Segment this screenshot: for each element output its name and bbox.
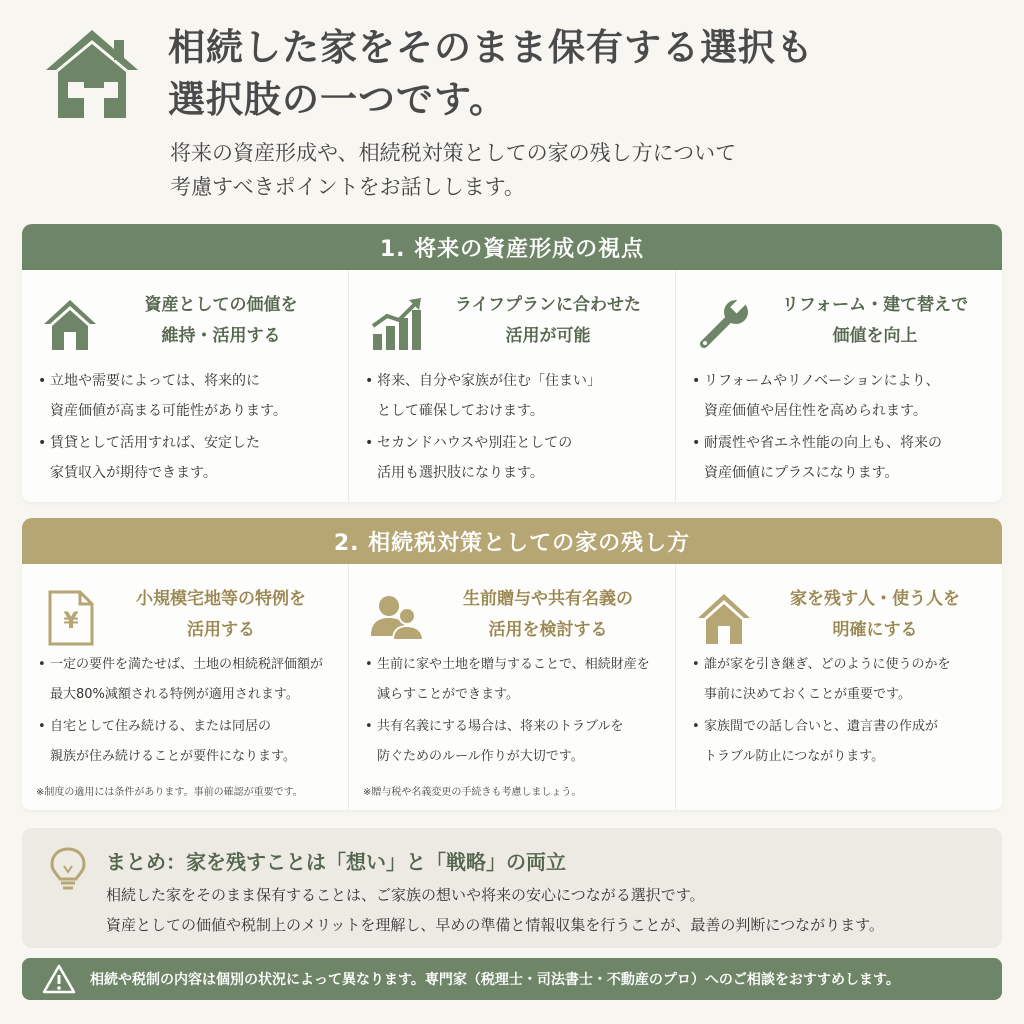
bullet-list [38,366,338,490]
disclaimer-text: 相続や税制の内容は個別の状況によって異なります。専門家（税理士・司法書士・不動産のプロ）へのご相談をおすすめします。 [90,972,900,988]
summary-title: まとめ：家を残すことは「想い」と「戦略」の両立 [106,850,566,874]
summary-text: 相続した家をそのまま保有することは、ご家族の想いや将来の安心につながる選択です。 資産としての価値や税制上のメリットを理解し、早めの準備と情報収集を行うことが、最善の判断につながります。 [106,886,884,934]
page-subtitle [170,136,736,204]
card-note: ※贈与税や名義変更の手続きも考慮しましょう。 [363,787,582,798]
list-item: • 自宅として住み続ける、または同居の 親族が住み続けることが要件になります。 [38,712,338,772]
card-renovation [676,270,1002,502]
summary-box [22,828,1002,948]
yen-document-icon [42,590,98,646]
lightbulb-icon [48,846,88,892]
house-icon [696,590,752,646]
disclaimer-bar [22,958,1002,1000]
list-item: • 賃貸として活用すれば、安定した 家賃収入が期待できます。 [38,428,338,488]
people-icon [369,590,425,646]
card-clarify-heirs [676,564,1002,810]
subtitle-line-2: 考慮すべきポイントをお話しします。 [170,175,525,199]
card-gift-shared-ownership [349,564,676,810]
page-title [168,22,814,126]
card-small-land-exception [22,564,349,810]
house-icon [42,26,142,121]
card-life-plan [349,270,676,502]
card-title: 生前贈与や共有名義の 活用を検討する [463,589,633,640]
list-item: • 共有名義にする場合は、将来のトラブルを 防ぐためのルール作りが大切です。 [365,712,665,772]
section-heading: 1. 将来の資産形成の視点 [22,224,1002,270]
list-item: • セカンドハウスや別荘としての 活用も選択肢になります。 [365,428,665,488]
list-item: • 生前に家や土地を贈与することで、相続財産を 減らすことができます。 [365,650,665,710]
card-note: ※制度の適用には条件があります。事前の確認が重要です。 [36,787,303,798]
section-inheritance-tax [22,518,1002,810]
list-item: • リフォームやリノベーションにより、 資産価値や居住性を高められます。 [692,366,992,426]
bullet-list [365,366,665,490]
title-line-1: 相続した家をそのまま保有する選択も [168,26,814,69]
growth-chart-icon [369,296,425,352]
section-asset-formation [22,224,1002,502]
bullet-list [365,650,665,774]
card-title: リフォーム・建て替えで 価値を向上 [781,295,969,346]
card-title: 小規模宅地等の特例を 活用する [136,589,306,640]
warning-icon [42,964,76,994]
card-title: ライフプランに合わせた 活用が可能 [455,295,641,346]
list-item: • 一定の要件を満たせば、土地の相続税評価額が 最大80%減額される特例が適用されます。 [38,650,338,710]
svg-text:¥: ¥ [63,609,79,634]
bullet-list [692,366,992,490]
header [40,22,1000,212]
bullet-list [692,650,992,774]
list-item: • 立地や需要によっては、将来的に 資産価値が高まる可能性があります。 [38,366,338,426]
title-line-2: 選択肢の一つです。 [168,78,508,121]
list-item: • 耐震性や省エネ性能の向上も、将来の 資産価値にプラスになります。 [692,428,992,488]
bullet-list [38,650,338,774]
wrench-icon [696,296,752,352]
card-title: 家を残す人・使う人を 明確にする [790,589,960,640]
list-item: • 家族間での話し合いと、遺言書の作成が トラブル防止につながります。 [692,712,992,772]
list-item: • 誰が家を引き継ぎ、どのように使うのかを 事前に決めておくことが重要です。 [692,650,992,710]
card-title: 資産としての価値を 維持・活用する [144,295,298,346]
house-icon [42,296,98,352]
list-item: • 将来、自分や家族が住む「住まい」 として確保しておけます。 [365,366,665,426]
section-heading: 2. 相続税対策としての家の残し方 [22,518,1002,564]
subtitle-line-1: 将来の資産形成や、相続税対策としての家の残し方について [170,141,737,165]
card-maintain-value [22,270,349,502]
